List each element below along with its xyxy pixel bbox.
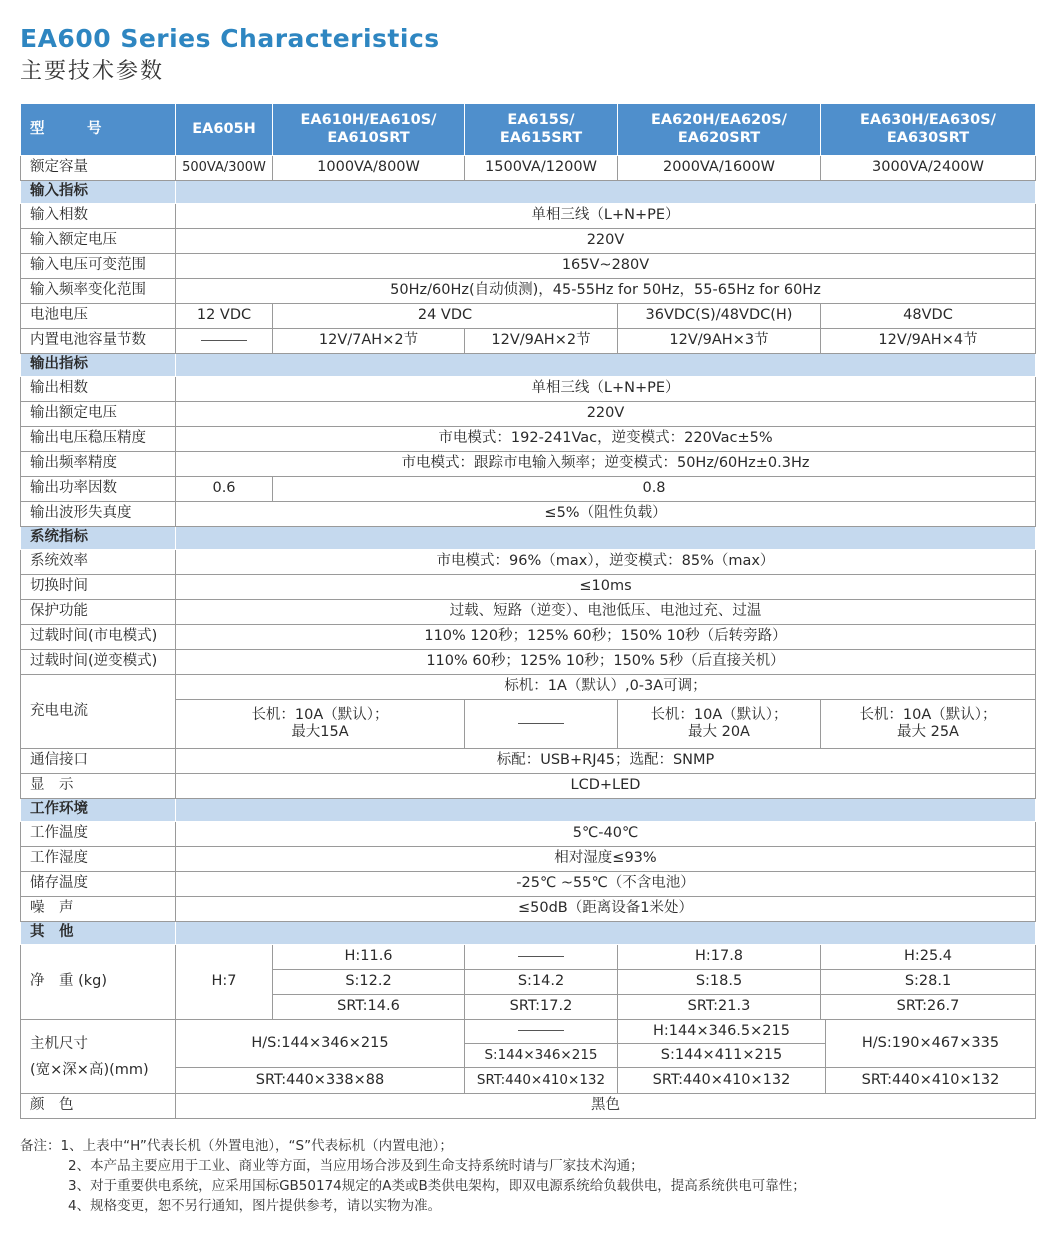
cell-value: S:12.2: [273, 970, 465, 995]
table-row: [21, 377, 1036, 402]
section-title: 其 他: [21, 922, 176, 945]
section-fill: [176, 799, 1036, 822]
section-header: [21, 527, 1036, 550]
cell-value: SRT:440×410×132: [826, 1068, 1036, 1094]
cell-value: 24 VDC: [273, 304, 618, 329]
section-fill: [176, 181, 1036, 204]
row-label: 输入额定电压: [21, 229, 176, 254]
cell-value: 单相三线（L+N+PE）: [176, 377, 1036, 402]
cell-value: 相对湿度≤93%: [176, 847, 1036, 872]
row-label: 充电电流: [21, 675, 176, 749]
cell-value: H/S:144×346×215: [176, 1020, 465, 1068]
table-row: [21, 897, 1036, 922]
section-title: 输入指标: [21, 181, 176, 204]
cell-value: 3000VA/2400W: [821, 156, 1036, 181]
cell-value: ≤5%（阻性负载）: [176, 502, 1036, 527]
row-label: 输入相数: [21, 204, 176, 229]
cell-value: 50Hz/60Hz(自动侦测)，45-55Hz for 50Hz，55-65Hz for 60Hz: [176, 279, 1036, 304]
row-label: 工作温度: [21, 822, 176, 847]
cell-value: ≤10ms: [176, 575, 1036, 600]
section-fill: [176, 922, 1036, 945]
table-row: [21, 329, 1036, 354]
table-row: [21, 156, 1036, 181]
cell-value: [821, 700, 1036, 749]
table-row: [21, 675, 1036, 700]
row-label: 输入频率变化范围: [21, 279, 176, 304]
dash-cell: [465, 700, 618, 749]
table-row: [21, 822, 1036, 847]
table-row: [21, 650, 1036, 675]
table-row: [21, 847, 1036, 872]
cell-value: H:17.8: [618, 945, 821, 970]
cell-value: 黑色: [176, 1094, 1036, 1119]
cell-value: 1000VA/800W: [273, 156, 465, 181]
cell-value: 5℃-40℃: [176, 822, 1036, 847]
dims-label-line1: 主机尺寸: [30, 1035, 88, 1052]
row-label: 显 示: [21, 774, 176, 799]
row-label: 过载时间(逆变模式): [21, 650, 176, 675]
footnote-4: 4、规格变更，恕不另行通知，图片提供参考，请以实物为准。: [68, 1198, 442, 1214]
model-ea615: EA615S/ EA615SRT: [465, 104, 618, 156]
cell-value: 市电模式：跟踪市电输入频率；逆变模式：50Hz/60Hz±0.3Hz: [176, 452, 1036, 477]
section-fill: [176, 354, 1036, 377]
cell-value: SRT:440×338×88: [176, 1068, 465, 1094]
dash-mark: [518, 1030, 564, 1031]
cell-value: 单相三线（L+N+PE）: [176, 204, 1036, 229]
cell-value: 市电模式：192-241Vac，逆变模式：220Vac±5%: [176, 427, 1036, 452]
row-label: 颜 色: [21, 1094, 176, 1119]
cell-value: LCD+LED: [176, 774, 1036, 799]
dash-cell: [465, 945, 618, 970]
table-row: [21, 1020, 1036, 1044]
page-title: EA600 Series Characteristics: [20, 24, 440, 53]
cell-line: 最大15A: [291, 724, 349, 740]
dash-cell: [176, 329, 273, 354]
cell-value: 12 VDC: [176, 304, 273, 329]
row-label: 储存温度: [21, 872, 176, 897]
page-subtitle: 主要技术参数: [20, 59, 165, 84]
cell-line: 长机：10A（默认）；: [650, 706, 788, 723]
dash-mark: [201, 340, 247, 341]
cell-line: 长机：10A（默认）；: [859, 706, 997, 723]
model-header-label: 型 号: [21, 104, 176, 156]
cell-value: S:14.2: [465, 970, 618, 995]
cell-line: 长机：10A（默认）；: [251, 706, 389, 723]
cell-value: 1500VA/1200W: [465, 156, 618, 181]
row-label: 保护功能: [21, 600, 176, 625]
table-row: [21, 279, 1036, 304]
row-label: 输出波形失真度: [21, 502, 176, 527]
model-ea630: EA630H/EA630S/ EA630SRT: [821, 104, 1036, 156]
cell-value: 500VA/300W: [176, 156, 273, 181]
cell-value: 12V/9AH×2节: [465, 329, 618, 354]
cell-value: -25℃ ~55℃（不含电池）: [176, 872, 1036, 897]
table-row: [21, 550, 1036, 575]
section-title: 输出指标: [21, 354, 176, 377]
row-label: 通信接口: [21, 749, 176, 774]
table-row: [21, 575, 1036, 600]
header-row: [21, 104, 1036, 156]
cell-value: SRT:440×410×132: [618, 1068, 826, 1094]
row-label: 净 重 (kg): [21, 945, 176, 1020]
cell-value: 市电模式：96%（max），逆变模式：85%（max）: [176, 550, 1036, 575]
row-label: 输出功率因数: [21, 477, 176, 502]
section-header: [21, 181, 1036, 204]
cell-value: 过载、短路（逆变）、电池低压、电池过充、过温: [176, 600, 1036, 625]
cell-line: 最大 20A: [688, 724, 750, 740]
row-label: 工作湿度: [21, 847, 176, 872]
cell-value: 220V: [176, 229, 1036, 254]
table-row: [21, 774, 1036, 799]
row-label: 系统效率: [21, 550, 176, 575]
section-header: [21, 354, 1036, 377]
cell-value: SRT:17.2: [465, 995, 618, 1020]
cell-value: H:11.6: [273, 945, 465, 970]
row-label: 内置电池容量节数: [21, 329, 176, 354]
cell-value: 2000VA/1600W: [618, 156, 821, 181]
dims-label-line2: (宽×深×高)(mm): [30, 1061, 149, 1078]
cell-value: S:28.1: [821, 970, 1036, 995]
table-row: [21, 872, 1036, 897]
table-row: [21, 502, 1036, 527]
cell-value: 0.8: [273, 477, 1036, 502]
cell-value: [176, 700, 465, 749]
row-label: 输出电压稳压精度: [21, 427, 176, 452]
model-ea620: EA620H/EA620S/ EA620SRT: [618, 104, 821, 156]
table-row: [21, 204, 1036, 229]
row-label: 输出频率精度: [21, 452, 176, 477]
model-ea605h: EA605H: [176, 104, 273, 156]
row-label: 电池电压: [21, 304, 176, 329]
cell-value: 12V/9AH×3节: [618, 329, 821, 354]
cell-value: 110% 120秒；125% 60秒；150% 10秒（后转旁路）: [176, 625, 1036, 650]
cell-value: 220V: [176, 402, 1036, 427]
cell-value: [618, 700, 821, 749]
section-header: [21, 799, 1036, 822]
section-title: 工作环境: [21, 799, 176, 822]
table-row: [21, 254, 1036, 279]
dash-mark: [518, 723, 564, 724]
cell-value: 标配：USB+RJ45；选配：SNMP: [176, 749, 1036, 774]
cell-value: 165V~280V: [176, 254, 1036, 279]
model-ea610: EA610H/EA610S/ EA610SRT: [273, 104, 465, 156]
footnote-2: 2、本产品主要应用于工业、商业等方面，当应用场合涉及到生命支持系统时请与厂家技术沟通；: [68, 1158, 644, 1174]
table-row: [21, 477, 1036, 502]
row-label: 输出相数: [21, 377, 176, 402]
footnote-1: 备注：1、上表中“H”代表长机（外置电池），“S”代表标机（内置电池）；: [20, 1138, 453, 1154]
cell-value: 48VDC: [821, 304, 1036, 329]
table-row: [21, 452, 1036, 477]
section-header: [21, 922, 1036, 945]
row-label: [21, 1020, 176, 1094]
cell-value: SRT:26.7: [821, 995, 1036, 1020]
cell-value: SRT:14.6: [273, 995, 465, 1020]
cell-value: 标机：1A（默认）,0-3A可调；: [176, 675, 1036, 700]
footnotes: [20, 1136, 806, 1216]
table-row: [21, 1094, 1036, 1119]
cell-value: 36VDC(S)/48VDC(H): [618, 304, 821, 329]
dash-mark: [518, 956, 564, 957]
table-row: [21, 402, 1036, 427]
row-label: 切换时间: [21, 575, 176, 600]
cell-value: ≤50dB（距离设备1米处）: [176, 897, 1036, 922]
section-title: 系统指标: [21, 527, 176, 550]
table-row: [21, 600, 1036, 625]
row-label: 过载时间(市电模式): [21, 625, 176, 650]
table-row: [21, 945, 1036, 970]
cell-value: H/S:190×467×335: [826, 1020, 1036, 1068]
cell-value: H:7: [176, 945, 273, 1020]
section-fill: [176, 527, 1036, 550]
table-row: [21, 427, 1036, 452]
dash-cell: [465, 1020, 618, 1044]
cell-value: S:144×346×215: [465, 1044, 618, 1068]
row-label: 输入电压可变范围: [21, 254, 176, 279]
table-row: [21, 229, 1036, 254]
cell-value: SRT:440×410×132: [465, 1068, 618, 1094]
row-label: 噪 声: [21, 897, 176, 922]
cell-value: SRT:21.3: [618, 995, 821, 1020]
spec-table: [20, 103, 1036, 1119]
table-row: [21, 625, 1036, 650]
cell-value: 110% 60秒；125% 10秒；150% 5秒（后直接关机）: [176, 650, 1036, 675]
footnote-3: 3、对于重要供电系统，应采用国标GB50174规定的A类或B类供电架构，即双电源系统给负载供电，提高系统供电可靠性；: [68, 1178, 806, 1194]
cell-value: H:25.4: [821, 945, 1036, 970]
cell-value: H:144×346.5×215: [618, 1020, 826, 1044]
table-row: [21, 749, 1036, 774]
cell-value: 0.6: [176, 477, 273, 502]
row-label: 输出额定电压: [21, 402, 176, 427]
cell-value: 12V/7AH×2节: [273, 329, 465, 354]
table-row: [21, 304, 1036, 329]
cell-value: 12V/9AH×4节: [821, 329, 1036, 354]
cell-line: 最大 25A: [897, 724, 959, 740]
row-label: 额定容量: [21, 156, 176, 181]
cell-value: S:144×411×215: [618, 1044, 826, 1068]
cell-value: S:18.5: [618, 970, 821, 995]
